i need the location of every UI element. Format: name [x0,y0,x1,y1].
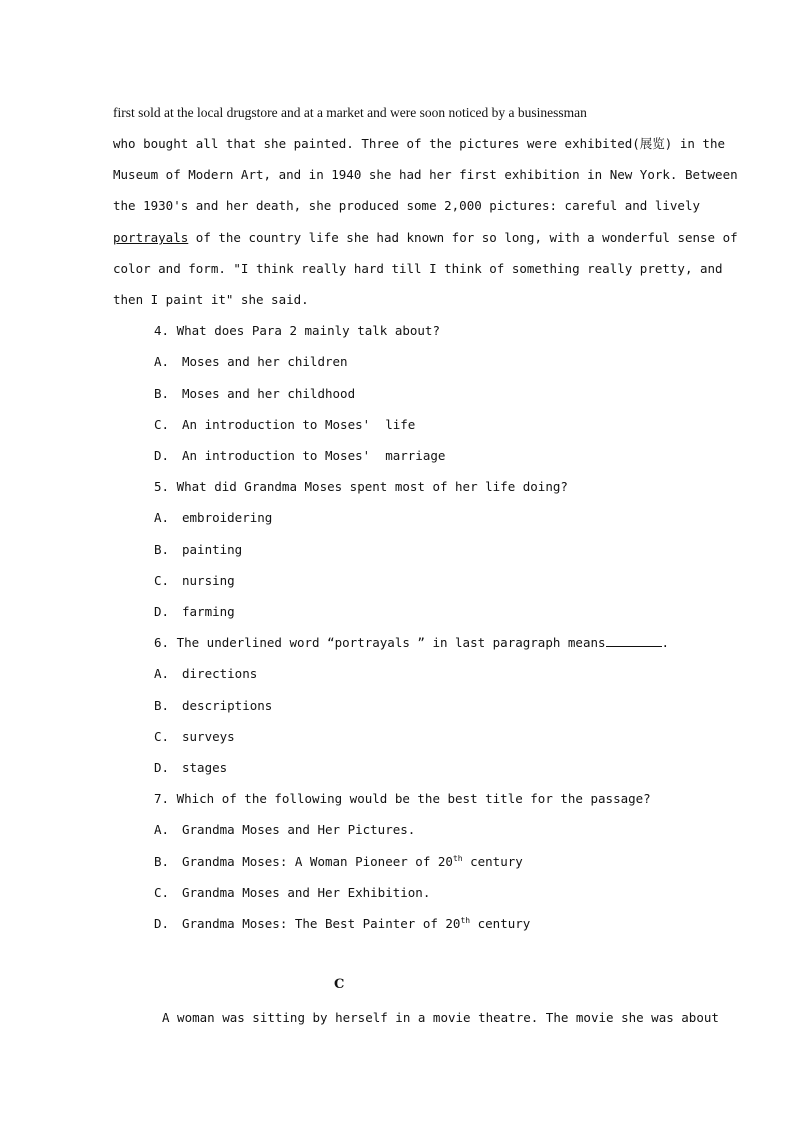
option-letter: A. [154,666,170,681]
question-7-option-c [154,885,430,901]
passage-line-5-text: of the country life she had known for so long, with a wonderful sense of [195,230,738,245]
option-letter: A. [154,354,170,369]
question-4-stem: 4. What does Para 2 mainly talk about? [154,323,440,338]
option-text: surveys [182,729,235,744]
passage-line-1-text: first sold at the local drugstore and at a market and were soon noticed by a businessman [113,105,587,120]
option-text: stages [182,760,228,775]
passage-line-2-text: who bought all that she painted. Three of the pictures were exhibited(展览) in the [113,136,725,151]
option-letter: C. [154,885,170,900]
option-text: embroidering [182,510,273,525]
question-6-stem-end: . [661,635,670,650]
option-text: painting [182,542,243,557]
passage-line-6-text: color and form. "I think really hard till I think of something really pretty, and [113,261,723,276]
underlined-word-portrayals: portrayals [113,230,189,245]
option-letter: D. [154,760,170,775]
option-text: Grandma Moses: A Woman Pioneer of 20 [182,854,453,869]
option-text: descriptions [182,698,273,713]
option-letter: C. [154,729,170,744]
passage-line-4-text: the 1930's and her death, she produced some 2,000 pictures: careful and lively [113,198,700,213]
question-7-option-a [154,822,415,838]
option-letter: B. [154,542,170,557]
passage-line-7-text: then I paint it" she said. [113,292,309,307]
option-letter: D. [154,916,170,931]
question-4-option-a [154,354,348,370]
option-letter: B. [154,698,170,713]
option-letter: B. [154,386,170,401]
option-letter: D. [154,604,170,619]
question-5-option-b [154,542,242,558]
option-text: Moses and her childhood [182,386,356,401]
option-text: farming [182,604,235,619]
superscript-th: th [452,853,463,863]
option-text: nursing [182,573,235,588]
question-4-option-d [154,448,445,464]
option-text: An introduction to Moses' life [182,417,416,432]
passage-line-7 [113,292,309,308]
question-5-option-c [154,573,235,589]
question-5-stem: 5. What did Grandma Moses spent most of her life doing? [154,479,568,494]
option-text-after: century [470,916,531,931]
question-6-option-d [154,760,227,776]
section-c-heading: C [334,977,345,992]
passage-line-4 [113,198,700,214]
option-letter: C. [154,573,170,588]
option-text: directions [182,666,258,681]
question-5-option-d [154,604,235,620]
answer-blank [606,635,662,647]
passage-line-3-text: Museum of Modern Art, and in 1940 she had her first exhibition in New York. Between [113,167,738,182]
passage-line-3 [113,167,738,183]
option-text-after: century [462,854,523,869]
option-letter: C. [154,417,170,432]
option-letter: A. [154,822,170,837]
question-7-option-d [154,916,530,932]
option-text: Moses and her children [182,354,348,369]
question-4-option-c [154,417,415,433]
passage-line-1 [113,105,587,121]
question-7-option-b [154,854,523,870]
question-6-stem [154,635,669,651]
question-4-option-b [154,386,355,402]
question-6-option-b [154,698,272,714]
section-c-first-line: A woman was sitting by herself in a movie theatre. The movie she was about [162,1010,719,1025]
option-letter: D. [154,448,170,463]
option-text: Grandma Moses: The Best Painter of 20 [182,916,461,931]
option-letter: B. [154,854,170,869]
passage-line-5 [113,230,738,246]
option-letter: A. [154,510,170,525]
passage-line-6 [113,261,723,277]
option-text: Grandma Moses and Her Pictures. [182,822,416,837]
superscript-th: th [460,915,471,925]
question-5-option-a [154,510,272,526]
question-6-stem-text: 6. The underlined word “portrayals ” in last paragraph means [154,635,606,650]
question-6-option-a [154,666,257,682]
option-text: Grandma Moses and Her Exhibition. [182,885,431,900]
question-6-option-c [154,729,235,745]
passage-line-2 [113,136,725,152]
question-7-stem: 7. Which of the following would be the best title for the passage? [154,791,651,806]
option-text: An introduction to Moses' marriage [182,448,446,463]
